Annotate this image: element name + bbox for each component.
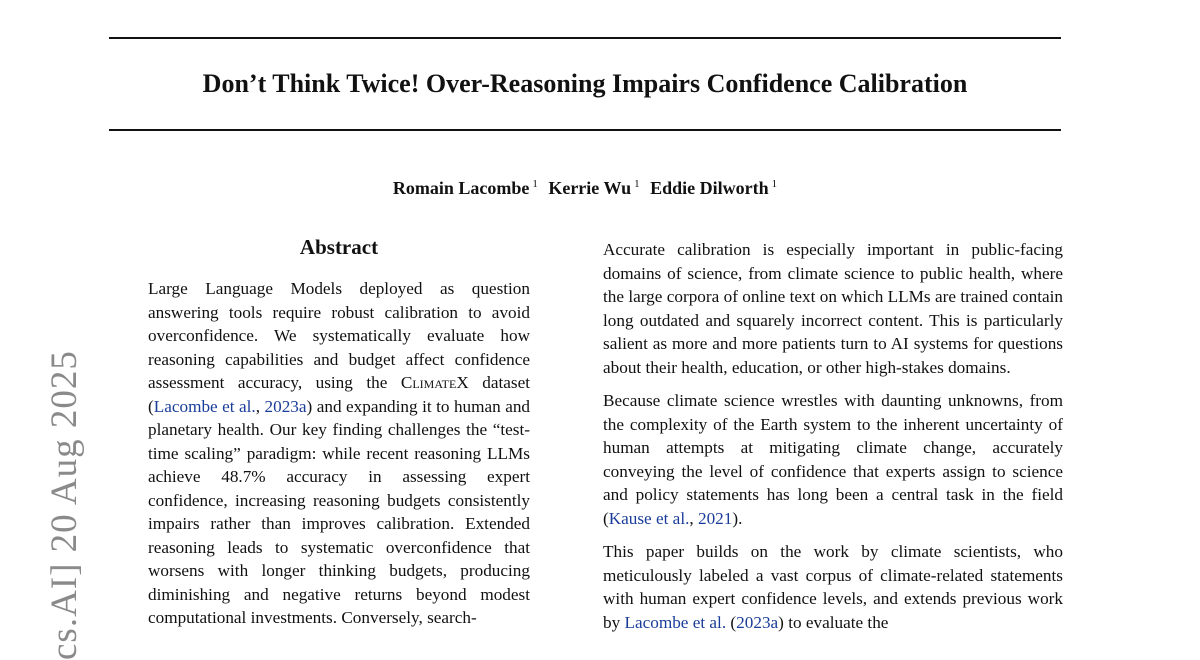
author-2	[548, 172, 639, 200]
citation-separator: ,	[689, 508, 698, 528]
abstract-text: dataset (	[148, 373, 530, 416]
intro-text: ).	[732, 508, 743, 528]
author-name: Romain Lacombe	[392, 178, 530, 198]
citation-separator: ,	[255, 396, 265, 416]
author-name: Kerrie Wu	[548, 178, 632, 198]
citation-link-kause-year[interactable]: 2021	[697, 508, 733, 528]
title-top-rule	[109, 37, 1061, 39]
citation-link-lacombe-authors-2[interactable]: Lacombe et al.	[624, 612, 727, 632]
intro-text: This paper builds on the work by climate scientists, who meticulously labeled a vast corpus of climate-related statements with human expert confidence levels, and extends previous work by	[603, 542, 1063, 632]
author-list	[109, 172, 1061, 200]
intro-text: to evaluate the	[783, 612, 889, 632]
intro-paragraph-1: Accurate calibration is especially important in public-facing domains of science, from climate science to public health, where the large corpora of online text on which LLMs are trained contain long outdated and squarely incorrect content. This is particularly salient as more and more patients turn to AI systems for questions about their health, education, or other high-stakes domains.	[603, 240, 1063, 377]
dataset-name: ClimateX	[400, 373, 469, 392]
author-affiliation-mark: 1	[532, 178, 538, 190]
citation-link-kause-authors[interactable]: Kause et al.	[608, 508, 690, 528]
abstract-text: Large Language Models deployed as question answering tools require robust calibration to avoid overconfidence. We systematically evaluate how reasoning capabilities and budget affect confidence assessment accuracy, using the	[148, 279, 530, 392]
abstract-paragraph	[148, 277, 530, 630]
author-affiliation-mark: 1	[634, 178, 640, 190]
citation-paren-close: )	[778, 612, 784, 632]
citation-link-lacombe-year[interactable]: 2023a	[264, 396, 307, 416]
author-affiliation-mark: 1	[771, 178, 778, 190]
citation-link-lacombe-authors[interactable]: Lacombe et al.	[153, 396, 256, 416]
abstract-heading: Abstract	[299, 235, 379, 259]
author-1	[393, 172, 538, 200]
arxiv-side-identifier	[20, 330, 110, 660]
author-3	[650, 172, 777, 200]
introduction-section	[603, 238, 1063, 644]
intro-paragraph-3	[603, 540, 1063, 634]
arxiv-side-identifier-text: cs.AI] 20 Aug 2025	[44, 350, 85, 660]
title-bottom-rule	[109, 129, 1061, 131]
citation-link-lacombe-year-2[interactable]: 2023a	[736, 612, 779, 632]
intro-paragraph-2	[603, 389, 1063, 530]
abstract-text: ) and expanding it to human and planetary health. Our key finding challenges the “test-time scaling” paradigm: while recent reasoning LLMs achieve 48.7% accuracy in assessing expert confidence, increasing reasoning budgets consistently impairs rather than improves calibration. Extended reasoning leads to systematic overconfidence that worsens with longer thinking budgets, producing diminishing and negative returns beyond modest computational investments. Conversely, search-	[148, 396, 531, 627]
paper-title: Don’t Think Twice! Over-Reasoning Impairs Confidence Calibration	[202, 69, 968, 98]
citation-paren-open: (	[726, 612, 737, 632]
intro-text: Because climate science wrestles with daunting unknowns, from the complexity of the Earth system to the inherent uncertainty of human attempts at mitigating climate change, accurately conveying the level of confidence that experts assign to science and policy statements has long been a central task in the field (	[603, 391, 1063, 528]
author-name: Eddie Dilworth	[650, 178, 769, 198]
abstract-section	[148, 233, 530, 640]
